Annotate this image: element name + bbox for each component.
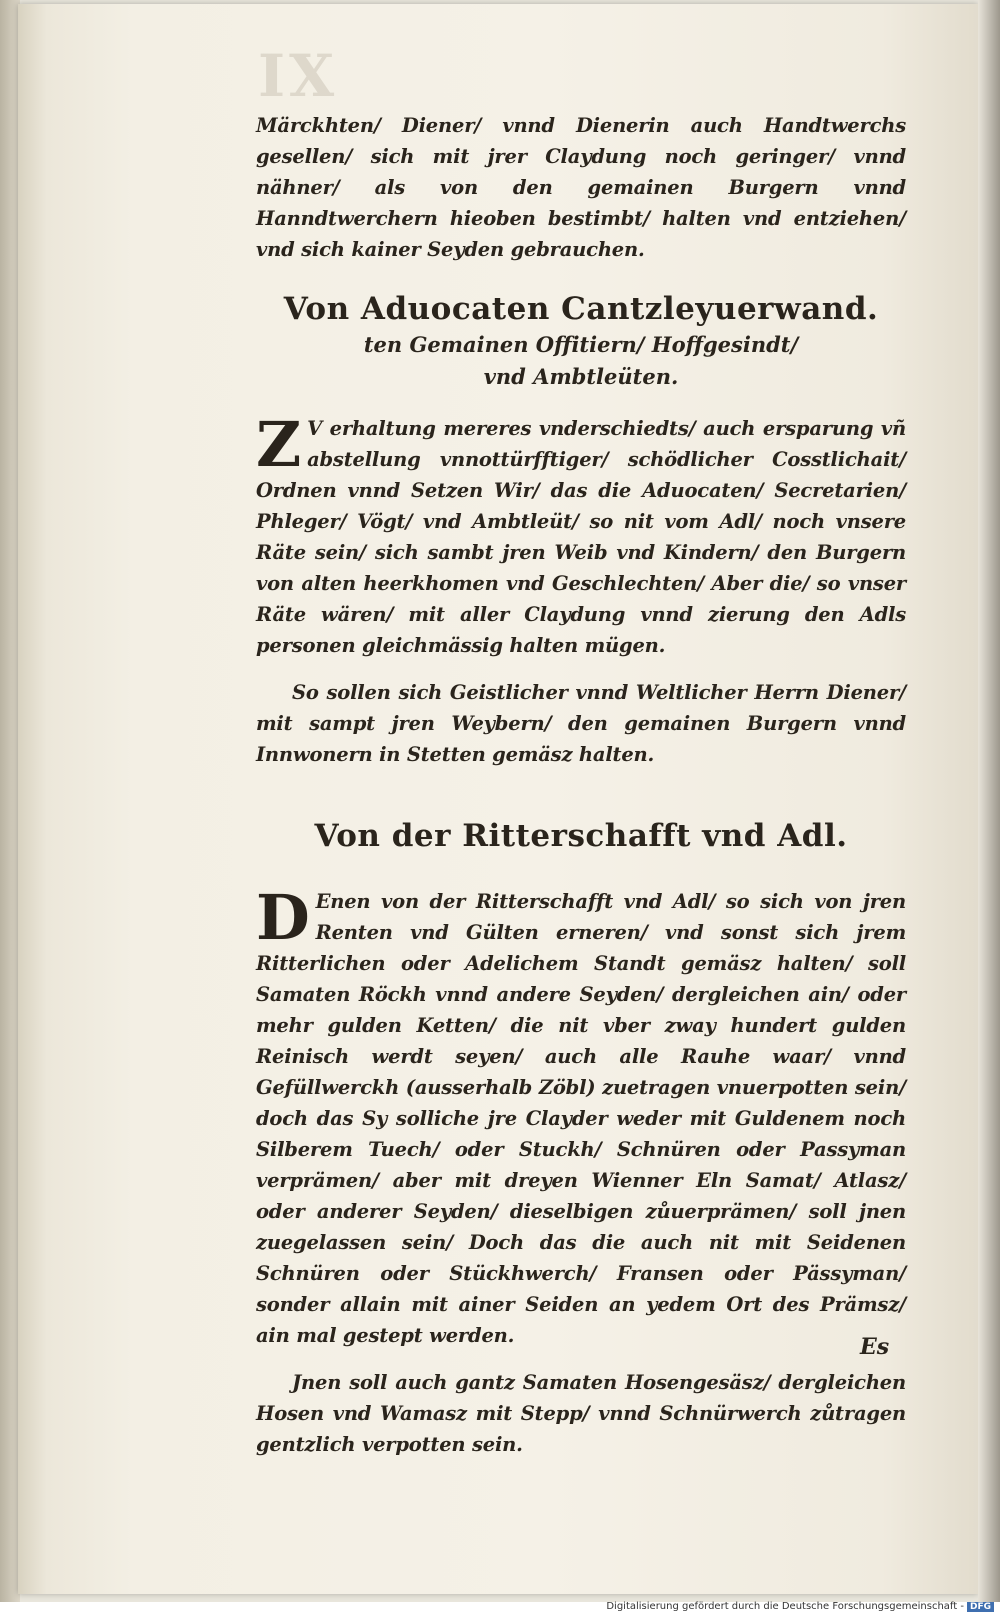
page-content <box>256 110 906 1460</box>
section-heading-advocates-line3: vnd Ambtleüten. <box>483 364 679 389</box>
hose-paragraph: Jnen soll auch gantz Samaten Hosengesäsz/ dergleichen Hosen vnd Wamasz mit Stepp/ vnnd Schnürwerch zůtragen gentzlich verpotten sein. <box>256 1371 906 1456</box>
drop-cap: D <box>256 881 310 954</box>
section-heading-knights: Von der Ritterschafft vnd Adl. <box>314 818 848 854</box>
digitization-footer <box>606 1601 994 1612</box>
section-heading-advocates: Von Aduocaten Cantzleyuerwand. <box>283 291 879 327</box>
catchword: Es <box>860 1334 890 1360</box>
page-edge-left <box>0 0 20 1602</box>
dfg-logo-icon: DFG <box>967 1602 994 1612</box>
section-heading-advocates-line2: ten Gemainen Offitiern/ Hoffgesindt/ <box>363 332 799 357</box>
drop-cap: Z <box>256 408 302 481</box>
advocates-paragraph <box>256 408 906 661</box>
advocates-paragraph-text: V erhaltung mereres vnderschiedts/ auch ersparung vñ abstellung vnnottürfftiger/ schödlicher Cosstlichait/ Ordnen vnnd Setzen Wir/ das die Aduocaten/ Secretarien/ Phleger/ Vögt/ vnd Ambtleüt/ so nit vom Adl/ noch vnsere Räte sein/ sich sambt jren Weib vnd Kindern/ den Burgern von alten heerkhomen vnd Geschlechten/ Aber die/ so vnser Räte wären/ mit aller Claydung vnnd zierung den Adls personen gleichmässig halten mügen. <box>256 417 906 657</box>
footer-text: Digitalisierung gefördert durch die Deutsche Forschungsgemeinschaft - <box>606 1601 964 1612</box>
intro-paragraph: Märckhten/ Diener/ vnnd Dienerin auch Handtwerchs gesellen/ sich mit jrer Claydung noch geringer/ vnnd nähner/ als von den gemainen Burgern vnnd Hanndtwerchern hieoben bestimbt/ halten vnd entziehen/ vnd sich kainer Seyden gebrauchen. <box>256 114 906 261</box>
servants-paragraph: So sollen sich Geistlicher vnnd Weltlicher Herrn Diener/ mit sampt jren Weybern/ den gemainen Burgern vnnd Innwonern in Stetten gemäsz halten. <box>256 681 906 766</box>
page-number: IX <box>258 42 339 110</box>
knights-paragraph <box>256 881 906 1351</box>
page-edge-right <box>978 0 1000 1602</box>
knights-paragraph-text: Enen von der Ritterschafft vnd Adl/ so sich von jren Renten vnd Gülten erneren/ vnd sonst sich jrem Ritterlichen oder Adelichem Standt gemäsz halten/ soll Samaten Röckh vnnd andere Seyden/ dergleichen ain/ oder mehr gulden Ketten/ die nit vber zway hundert gulden Reinisch werdt seyen/ auch alle Rauhe waar/ vnnd Gefüllwerckh (ausserhalb Zöbl) zuetragen vnuerpotten sein/ doch das Sy solliche jre Clayder weder mit Guldenem noch Silberem Tuech/ oder Stuckh/ Schnüren oder Passyman verprämen/ aber mit dreyen Wienner Eln Samat/ Atlasz/ oder anderer Seyden/ dieselbigen zůuerprämen/ soll jnen zuegelassen sein/ Doch das die auch nit mit Seidenen Schnüren oder Stückhwerch/ Fransen oder Pässyman/ sonder allain mit ainer Seiden an yedem Ort des Prämsz/ ain mal gestept werden. <box>256 890 906 1347</box>
